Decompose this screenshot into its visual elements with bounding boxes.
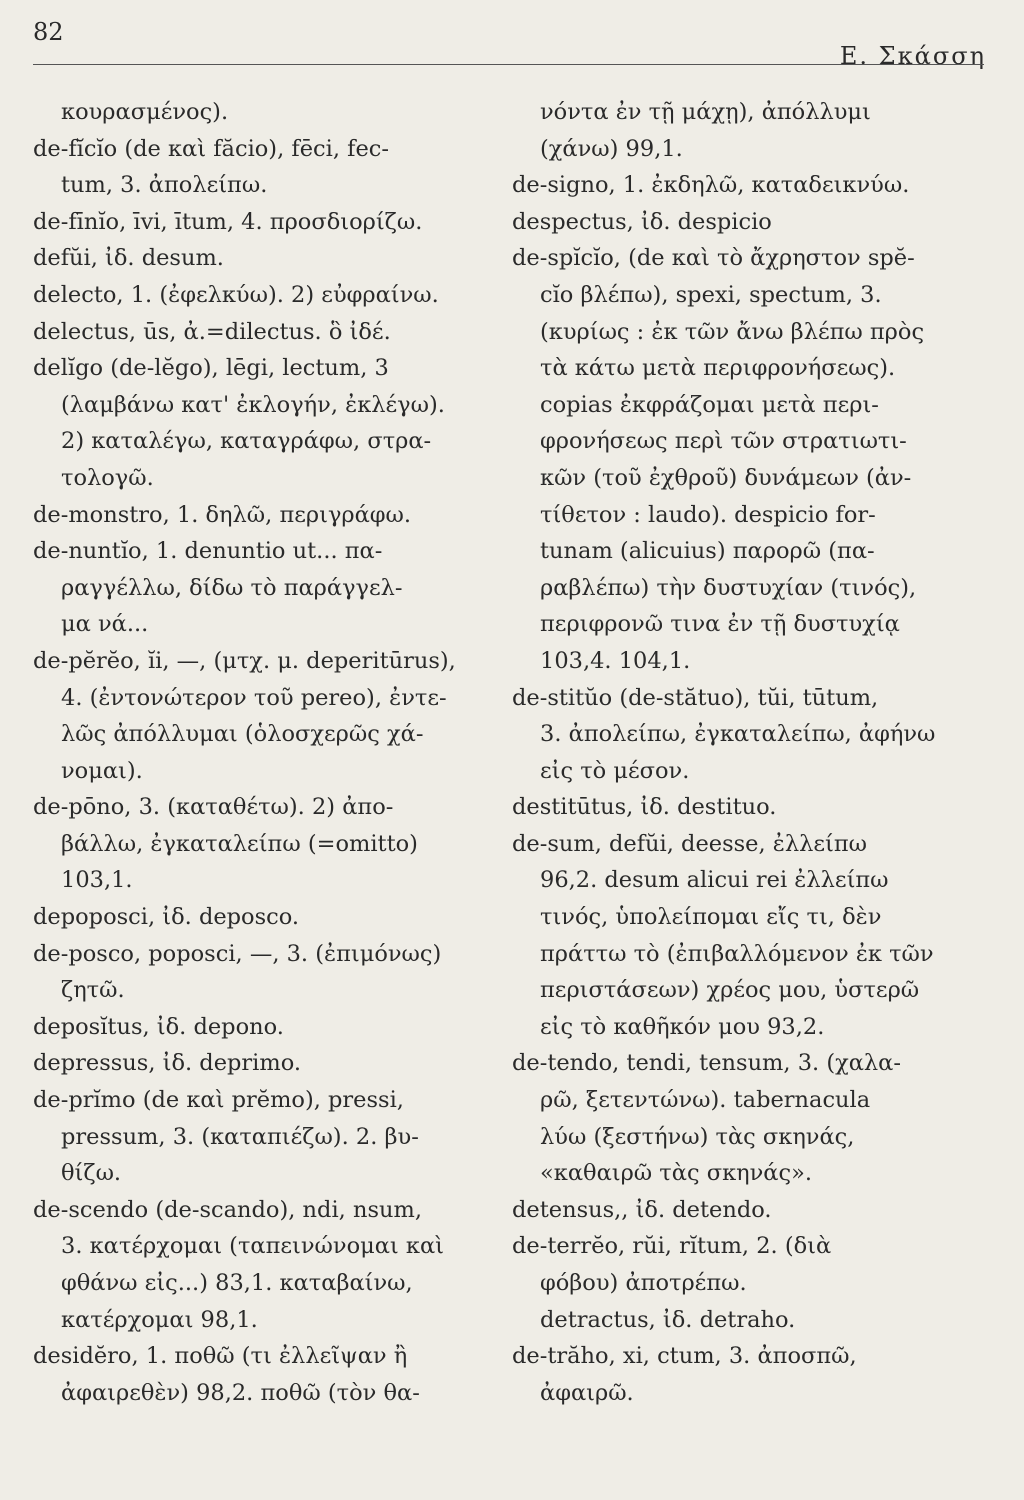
dictionary-line: de-prĭmo (de καὶ prĕmo), pressi, — [33, 1087, 404, 1114]
dictionary-line: 3. κατέρχομαι (ταπεινώνομαι καὶ — [61, 1233, 444, 1260]
dictionary-line: depoposci, ἰδ. deposco. — [33, 904, 300, 931]
dictionary-line: 2) καταλέγω, καταγράφω, στρα- — [61, 428, 432, 455]
dictionary-line: τὰ κάτω μετὰ περιφρονήσεως). — [540, 355, 896, 382]
dictionary-line: ραγγέλλω, δίδω τὸ παράγγελ- — [61, 574, 403, 601]
right-column — [512, 94, 962, 1411]
dictionary-line: «καθαιρῶ τὰς σκηνάς». — [540, 1160, 812, 1187]
dictionary-line: ἀφαιρεθὲν) 98,2. ποθῶ (τὸν θα- — [61, 1379, 420, 1406]
dictionary-line: pressum, 3. (καταπιέζω). 2. βυ- — [61, 1123, 419, 1150]
page-number: 82 — [33, 18, 64, 46]
dictionary-line: 103,1. — [61, 867, 133, 894]
dictionary-line: de-nuntĭo, 1. denuntio ut... πα- — [33, 538, 383, 565]
dictionary-line: cĭo βλέπω), spexi, spectum, 3. — [540, 281, 882, 308]
dictionary-line: φρονήσεως περὶ τῶν στρατιωτι- — [540, 428, 907, 455]
dictionary-line: περιστάσεων) χρέος μου, ὑστερῶ — [540, 977, 920, 1004]
dictionary-line: βάλλω, ἐγκαταλείπω (=omitto) — [61, 830, 418, 857]
dictionary-line: κῶν (τοῦ ἐχθροῦ) δυνάμεων (ἀν- — [540, 464, 912, 491]
dictionary-line: θίζω. — [61, 1160, 122, 1187]
dictionary-line: εἰς τὸ καθῆκόν μου 93,2. — [540, 1013, 825, 1040]
dictionary-line: τολογῶ. — [61, 464, 154, 491]
left-column — [33, 94, 503, 1411]
dictionary-line: de-fīnĭo, īvi, ītum, 4. προσδιορίζω. — [33, 208, 423, 235]
dictionary-line: depressus, ἰδ. deprimo. — [33, 1050, 302, 1077]
dictionary-line: delectus, ūs, ἀ.=dilectus. ὃ ἰδέ. — [33, 318, 391, 345]
dictionary-line: de-signo, 1. ἐκδηλῶ, καταδεικνύω. — [512, 172, 910, 199]
dictionary-line: deposĭtus, ἰδ. depono. — [33, 1013, 284, 1040]
dictionary-line: desidĕro, 1. ποθῶ (τι ἐλλεῖψαν ἢ — [33, 1343, 408, 1370]
dictionary-line: de-trăho, xi, ctum, 3. ἀποσπῶ, — [512, 1343, 857, 1370]
dictionary-line: 4. (ἐντονώτερον τοῦ pereo), ἐντε- — [61, 684, 447, 711]
dictionary-line: λῶς ἀπόλλυμαι (ὁλοσχερῶς χά- — [61, 721, 424, 748]
dictionary-line: tum, 3. ἀπολείπω. — [61, 172, 268, 199]
dictionary-line: κουρασμένος). — [61, 99, 229, 125]
dictionary-line: de-fĭcĭo (de καὶ făcio), fēci, fec- — [33, 135, 389, 162]
header-rule — [33, 64, 984, 65]
dictionary-line: (κυρίως : ἐκ τῶν ἄνω βλέπω πρὸς — [540, 318, 925, 345]
dictionary-line: detractus, ἰδ. detraho. — [540, 1306, 796, 1333]
dictionary-line: 103,4. 104,1. — [540, 647, 691, 674]
dictionary-line: εἰς τὸ μέσον. — [540, 757, 690, 784]
dictionary-line: κατέρχομαι 98,1. — [61, 1306, 258, 1333]
dictionary-line: ζητῶ. — [61, 977, 125, 1004]
dictionary-line: copias ἐκφράζομαι μετὰ περι- — [540, 391, 879, 418]
dictionary-line: de-monstro, 1. δηλῶ, περιγράφω. — [33, 501, 412, 528]
dictionary-line: (χάνω) 99,1. — [540, 135, 683, 162]
dictionary-line: τινός, ὑπολείπομαι εἴς τι, δὲν — [540, 904, 882, 931]
dictionary-line: de-posco, poposci, —, 3. (ἐπιμόνως) — [33, 940, 442, 967]
dictionary-line: de-tendo, tendi, tensum, 3. (χαλα- — [512, 1050, 901, 1077]
dictionary-line: delecto, 1. (ἐφελκύω). 2) εὐφραίνω. — [33, 281, 439, 308]
dictionary-line: λύω (ξεστήνω) τὰς σκηνάς, — [540, 1123, 855, 1150]
dictionary-line: φόβου) ἀποτρέπω. — [540, 1270, 747, 1296]
dictionary-line: πράττω τὸ (ἐπιβαλλόμενον ἐκ τῶν — [540, 940, 934, 967]
dictionary-line: τίθετον : laudo). despicio for- — [540, 501, 876, 528]
dictionary-line: νόντα ἐν τῇ μάχῃ), ἀπόλλυμι — [540, 99, 871, 125]
dictionary-line: de-scendo (de-scando), ndi, nsum, — [33, 1196, 422, 1223]
dictionary-line: delĭgo (de-lĕgo), lēgi, lectum, 3 — [33, 355, 389, 382]
dictionary-line: tunam (alicuius) παρορῶ (πα- — [540, 538, 875, 565]
dictionary-line: de-pōno, 3. (καταθέτω). 2) ἀπο- — [33, 794, 394, 821]
dictionary-line: 3. ἀπολείπω, ἐγκαταλείπω, ἀφήνω — [540, 721, 936, 748]
dictionary-line: de-stitŭo (de-stătuo), tŭi, tūtum, — [512, 684, 879, 711]
dictionary-line: de-sum, defŭi, deesse, ἐλλείπω — [512, 830, 867, 857]
dictionary-line: de-spĭcĭo, (de καὶ τὸ ἄχρηστον spĕ- — [512, 245, 915, 272]
dictionary-line: 96,2. desum alicui rei ἐλλείπω — [540, 867, 889, 894]
dictionary-line: despectus, ἰδ. despicio — [512, 208, 772, 235]
dictionary-line: μα νά... — [61, 611, 149, 638]
dictionary-line: defŭi, ἰδ. desum. — [33, 245, 224, 272]
dictionary-line: ραβλέπω) τὴν δυστυχίαν (τινός), — [540, 574, 917, 601]
dictionary-line: ἀφαιρῶ. — [540, 1379, 634, 1406]
dictionary-line: φθάνω εἰς...) 83,1. καταβαίνω, — [61, 1270, 413, 1296]
dictionary-line: detensus,, ἰδ. detendo. — [512, 1196, 772, 1223]
dictionary-line: destitūtus, ἰδ. destituo. — [512, 794, 777, 821]
running-head: Ε. Σκάσση — [839, 42, 986, 70]
dictionary-line: de-pĕrĕo, ĭi, —, (μτχ. μ. deperitūrus), — [33, 647, 456, 674]
dictionary-line: περιφρονῶ τινα ἐν τῇ δυστυχίᾳ — [540, 611, 900, 638]
dictionary-line: (λαμβάνω κατ' ἐκλογήν, ἐκλέγω). — [61, 391, 445, 418]
dictionary-line: νομαι). — [61, 757, 143, 784]
dictionary-line: ρῶ, ξετεντώνω). tabernacula — [540, 1087, 871, 1114]
dictionary-line: de-terrĕo, rŭi, rĭtum, 2. (διὰ — [512, 1233, 832, 1260]
